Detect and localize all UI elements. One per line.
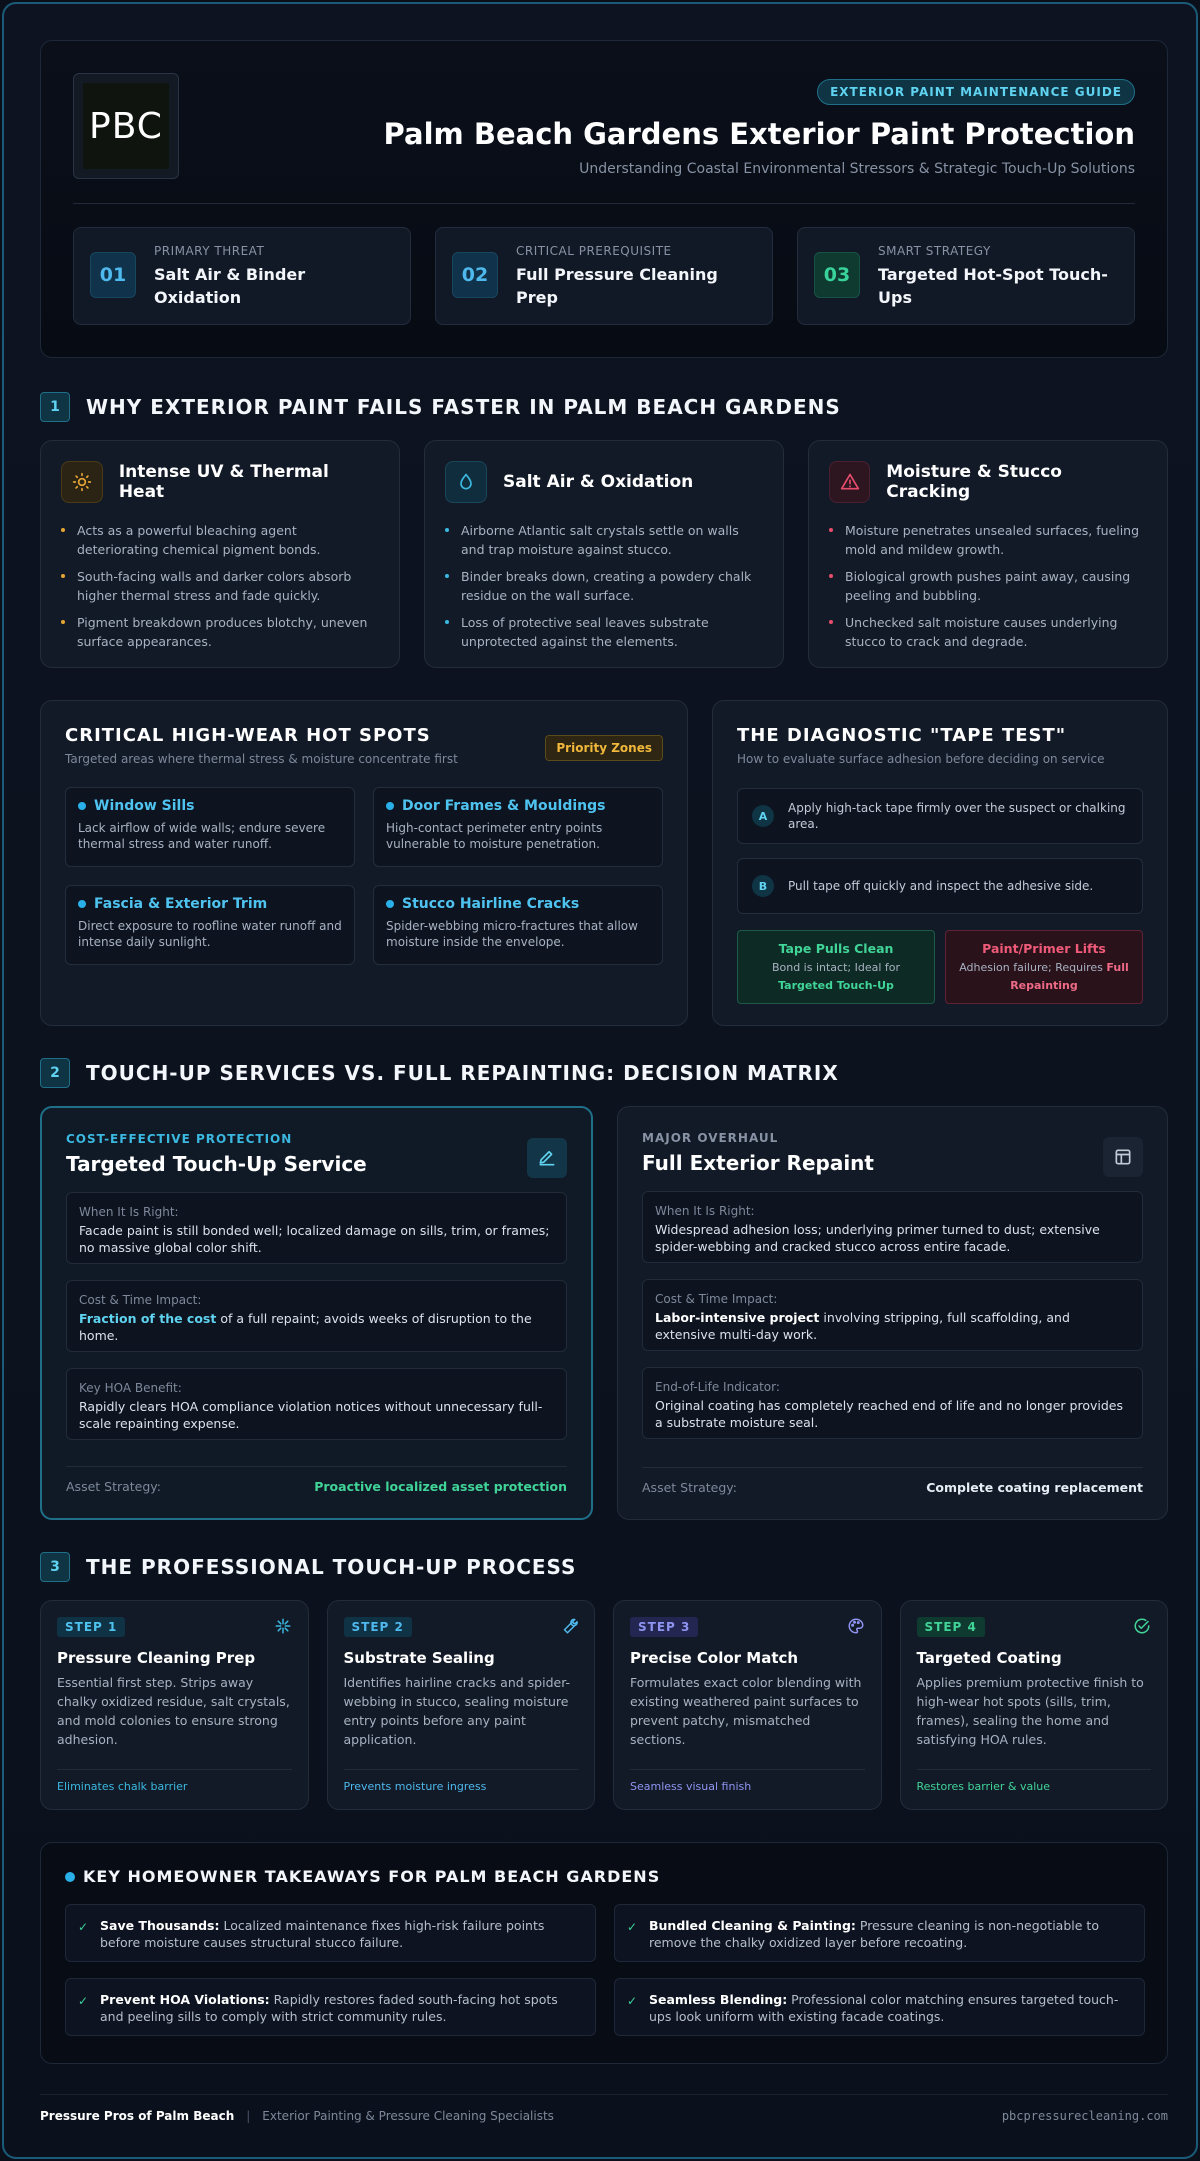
result-title: Paint/Primer Lifts [982, 941, 1106, 956]
header-divider [73, 203, 1135, 204]
section-number: 3 [40, 1552, 70, 1582]
warning-icon [829, 461, 870, 503]
card-title: Full Exterior Repaint [642, 1151, 874, 1175]
footer-value: Proactive localized asset protection [314, 1479, 567, 1494]
matrix-row [66, 1192, 567, 1264]
takeaways-title: KEY HOMEOWNER TAKEAWAYS FOR PALM BEACH GARDENS [65, 1867, 1143, 1886]
matrix-row [642, 1367, 1143, 1439]
result-fail [945, 930, 1143, 1004]
step-text: Pull tape off quickly and inspect the adhesive side. [788, 879, 1094, 893]
card-title: Targeted Touch-Up Service [66, 1152, 367, 1176]
step-footer: Restores barrier & value [917, 1769, 1152, 1793]
process-step-4 [900, 1600, 1169, 1810]
takeaways-panel [40, 1842, 1168, 2064]
step-desc: Essential first step. Strips away chalky oxidized residue, salt crystals, and mold colonies to ensure strong adhesion. [57, 1675, 290, 1747]
check-icon: ✓ [78, 1994, 89, 2008]
step-badge: STEP 2 [344, 1617, 412, 1637]
list-item: Moisture penetrates unsealed surfaces, fueling mold and mildew growth. [829, 521, 1147, 559]
step-footer: Seamless visual finish [630, 1769, 865, 1793]
stat-card [73, 227, 411, 325]
card-kicker: MAJOR OVERHAUL [642, 1131, 779, 1145]
pencil-icon [527, 1138, 567, 1178]
section-title: WHY EXTERIOR PAINT FAILS FASTER IN PALM BEACH GARDENS [86, 395, 841, 419]
tape-test-panel [712, 700, 1168, 1026]
row-value: Widespread adhesion loss; underlying primer turned to dust; extensive spider-webbing and cracked stucco across entire facade. [655, 1222, 1100, 1254]
check-icon: ✓ [627, 1920, 638, 1934]
hot-spot-card [373, 787, 663, 867]
step-desc: Identifies hairline cracks and spider-webbing in stucco, sealing moisture entry points before any paint application. [343, 1675, 571, 1747]
matrix-row [66, 1280, 567, 1352]
row-value: Labor-intensive project involving stripping, full scaffolding, and extensive multi-day work. [655, 1310, 1070, 1342]
section-2-heading [40, 1058, 839, 1088]
stat-label: PRIMARY THREAT [154, 244, 265, 258]
step-badge: STEP 1 [57, 1617, 125, 1637]
stat-value: Full Pressure Cleaning Prep [516, 265, 718, 307]
takeaway-item: ✓ Seamless Blending: Professional color matching ensures targeted touch-ups look uniform with existing facade coatings. [614, 1978, 1145, 2036]
row-label: When It Is Right: [655, 1204, 755, 1218]
water-drop-icon [445, 461, 487, 503]
threat-card-moisture [808, 440, 1168, 668]
process-step-1 [40, 1600, 309, 1810]
list-item: Pigment breakdown produces blotchy, uneven surface appearances. [61, 613, 379, 651]
hot-spot-grid [65, 787, 663, 965]
result-title: Tape Pulls Clean [778, 941, 894, 956]
result-desc: Adhesion failure; Requires Full Repainting [959, 961, 1129, 992]
step-title: Substrate Sealing [343, 1649, 495, 1667]
header-title-block [384, 79, 1135, 177]
step-title: Pressure Cleaning Prep [57, 1649, 256, 1667]
matrix-row [66, 1368, 567, 1440]
list-item: Binder breaks down, creating a powdery chalk residue on the wall surface. [445, 567, 763, 605]
page-frame [2, 2, 1198, 2159]
step-footer: Prevents moisture ingress [344, 1769, 579, 1793]
footer-tagline: Exterior Painting & Pressure Cleaning Specialists [262, 2109, 554, 2123]
palette-icon [847, 1617, 865, 1639]
hot-spot-card [373, 885, 663, 965]
process-step-2 [327, 1600, 596, 1810]
threat-title: Moisture & Stucco Cracking [886, 462, 1062, 502]
guide-badge: EXTERIOR PAINT MAINTENANCE GUIDE [817, 79, 1135, 105]
list-item: Loss of protective seal leaves substrate unprotected against the elements. [445, 613, 763, 651]
stat-value: Salt Air & Binder Oxidation [154, 265, 306, 307]
footer-label: Asset Strategy: [66, 1479, 162, 1494]
footer-label: Asset Strategy: [642, 1480, 738, 1495]
footer-website: pbcpressurecleaning.com [1001, 2109, 1168, 2123]
layout-icon [1103, 1137, 1143, 1177]
check-icon: ✓ [78, 1920, 89, 1934]
wrench-icon [560, 1617, 578, 1639]
stat-label: CRITICAL PREREQUISITE [516, 244, 672, 258]
threat-list [61, 521, 379, 651]
section-number: 2 [40, 1058, 70, 1088]
section-title: THE PROFESSIONAL TOUCH-UP PROCESS [86, 1555, 577, 1579]
takeaway-item: ✓ Save Thousands: Localized maintenance fixes high-risk failure points before moisture causes structural stucco failure. [65, 1904, 596, 1962]
result-pass [737, 930, 935, 1004]
step-letter: B [752, 875, 774, 897]
stat-card [435, 227, 773, 325]
tape-step [737, 788, 1143, 844]
decision-matrix [40, 1106, 1168, 1520]
step-letter: A [752, 805, 774, 827]
stat-number: 01 [90, 252, 136, 298]
company-logo [73, 73, 179, 179]
section-number: 1 [40, 392, 70, 422]
stat-number: 03 [814, 252, 860, 298]
tape-results [737, 930, 1143, 1004]
process-steps [40, 1600, 1168, 1810]
page-footer [40, 2094, 1168, 2123]
step-badge: STEP 4 [917, 1617, 985, 1637]
list-item: Airborne Atlantic salt crystals settle on walls and trap moisture against stucco. [445, 521, 763, 559]
threat-cards [40, 440, 1168, 668]
step-badge: STEP 3 [630, 1617, 698, 1637]
hot-spot-desc: Spider-webbing micro-fractures that allow moisture inside the envelope. [386, 919, 638, 949]
list-item: South-facing walls and darker colors absorb higher thermal stress and fade quickly. [61, 567, 379, 605]
takeaway-item: ✓ Bundled Cleaning & Painting: Pressure cleaning is non-negotiable to remove the chalky oxidized layer before recoating. [614, 1904, 1145, 1962]
hot-spot-title: Stucco Hairline Cracks [386, 896, 650, 912]
panel-title: THE DIAGNOSTIC "TAPE TEST" [737, 725, 1067, 746]
threat-list [829, 521, 1147, 651]
matrix-row [642, 1279, 1143, 1351]
header-hero [40, 40, 1168, 358]
stat-value: Targeted Hot-Spot Touch-Ups [878, 265, 1108, 307]
threat-card-uv [40, 440, 400, 668]
step-text: Apply high-tack tape firmly over the suspect or chalking area. [788, 801, 1126, 831]
page-subtitle: Understanding Coastal Environmental Stressors & Strategic Touch-Up Solutions [579, 161, 1135, 177]
threat-title: Intense UV & Thermal Heat [118, 462, 329, 502]
sun-icon [61, 461, 103, 503]
panel-title: CRITICAL HIGH-WEAR HOT SPOTS [65, 725, 431, 746]
check-circle-icon [1133, 1617, 1151, 1639]
step-footer: Eliminates chalk barrier [57, 1769, 292, 1793]
card-footer [642, 1467, 1143, 1495]
check-icon: ✓ [627, 1994, 638, 2008]
stat-number: 02 [452, 252, 498, 298]
row-value: Fraction of the cost of a full repaint; avoids weeks of disruption to the home. [79, 1311, 532, 1343]
panel-subtitle: How to evaluate surface adhesion before deciding on service [737, 752, 1105, 766]
row-label: Cost & Time Impact: [655, 1292, 778, 1306]
footer-value: Complete coating replacement [926, 1480, 1143, 1495]
threat-card-salt [424, 440, 784, 668]
row-label: Cost & Time Impact: [79, 1293, 202, 1307]
footer-brand: Pressure Pros of Palm Beach [40, 2109, 235, 2123]
step-title: Precise Color Match [630, 1649, 799, 1667]
page-title: Palm Beach Gardens Exterior Paint Protection [383, 117, 1135, 151]
touch-up-card [40, 1106, 593, 1520]
step-desc: Applies premium protective finish to high-wear hot spots (sills, trim, frames), sealing the home and satisfying HOA rules. [916, 1675, 1144, 1747]
hot-spots-panel [40, 700, 688, 1026]
section-title: TOUCH-UP SERVICES VS. FULL REPAINTING: DECISION MATRIX [86, 1061, 839, 1085]
panel-subtitle: Targeted areas where thermal stress & moisture concentrate first [65, 752, 458, 766]
hot-spot-card [65, 885, 355, 965]
priority-badge: Priority Zones [545, 735, 663, 761]
tape-step [737, 858, 1143, 914]
stat-label: SMART STRATEGY [878, 244, 991, 258]
list-item: Unchecked salt moisture causes underlying stucco to crack and degrade. [829, 613, 1147, 651]
hot-spot-title: Door Frames & Mouldings [386, 798, 650, 814]
process-step-3 [613, 1600, 882, 1810]
hot-spot-desc: High-contact perimeter entry points vulnerable to moisture penetration. [386, 821, 603, 851]
row-label: Key HOA Benefit: [79, 1381, 182, 1395]
sparkle-icon [274, 1617, 292, 1639]
list-item: Acts as a powerful bleaching agent deteriorating chemical pigment bonds. [61, 521, 379, 559]
hot-spot-desc: Direct exposure to roofline water runoff and intense daily sunlight. [78, 919, 342, 949]
result-desc: Bond is intact; Ideal for Targeted Touch-Up [771, 961, 901, 992]
section-3-heading [40, 1552, 576, 1582]
page-content [40, 40, 1168, 2123]
card-kicker: COST-EFFECTIVE PROTECTION [66, 1132, 293, 1146]
hot-spot-title: Window Sills [78, 798, 342, 814]
threat-title: Salt Air & Oxidation [503, 472, 694, 492]
hot-spot-desc: Lack airflow of wide walls; endure severe thermal stress and water runoff. [78, 821, 326, 851]
row-value: Original coating has completely reached end of life and no longer provides a substrate moisture seal. [655, 1398, 1123, 1430]
hot-spot-card [65, 787, 355, 867]
header-stats [73, 227, 1135, 325]
section-1-heading [40, 392, 841, 422]
step-title: Targeted Coating [916, 1649, 1062, 1667]
row-label: End-of-Life Indicator: [655, 1380, 780, 1394]
takeaway-item: ✓ Prevent HOA Violations: Rapidly restores faded south-facing hot spots and peeling sills to comply with strict community rules. [65, 1978, 596, 2036]
stat-card [797, 227, 1135, 325]
step-desc: Formulates exact color blending with existing weathered paint surfaces to prevent patchy, mismatched sections. [630, 1675, 862, 1747]
footer-separator: | [246, 2109, 251, 2123]
matrix-row [642, 1191, 1143, 1263]
threat-list [445, 521, 763, 651]
hot-spot-title: Fascia & Exterior Trim [78, 896, 342, 912]
row-value: Facade paint is still bonded well; localized damage on sills, trim, or frames; no massive global color shift. [79, 1223, 550, 1255]
row-value: Rapidly clears HOA compliance violation notices without unnecessary full-scale repainting expense. [79, 1399, 543, 1431]
list-item: Biological growth pushes paint away, causing peeling and bubbling. [829, 567, 1147, 605]
takeaways-grid [65, 1904, 1143, 2036]
logo-text: PBC [83, 83, 169, 169]
full-repaint-card [617, 1106, 1168, 1520]
row-label: When It Is Right: [79, 1205, 179, 1219]
card-footer [66, 1466, 567, 1494]
